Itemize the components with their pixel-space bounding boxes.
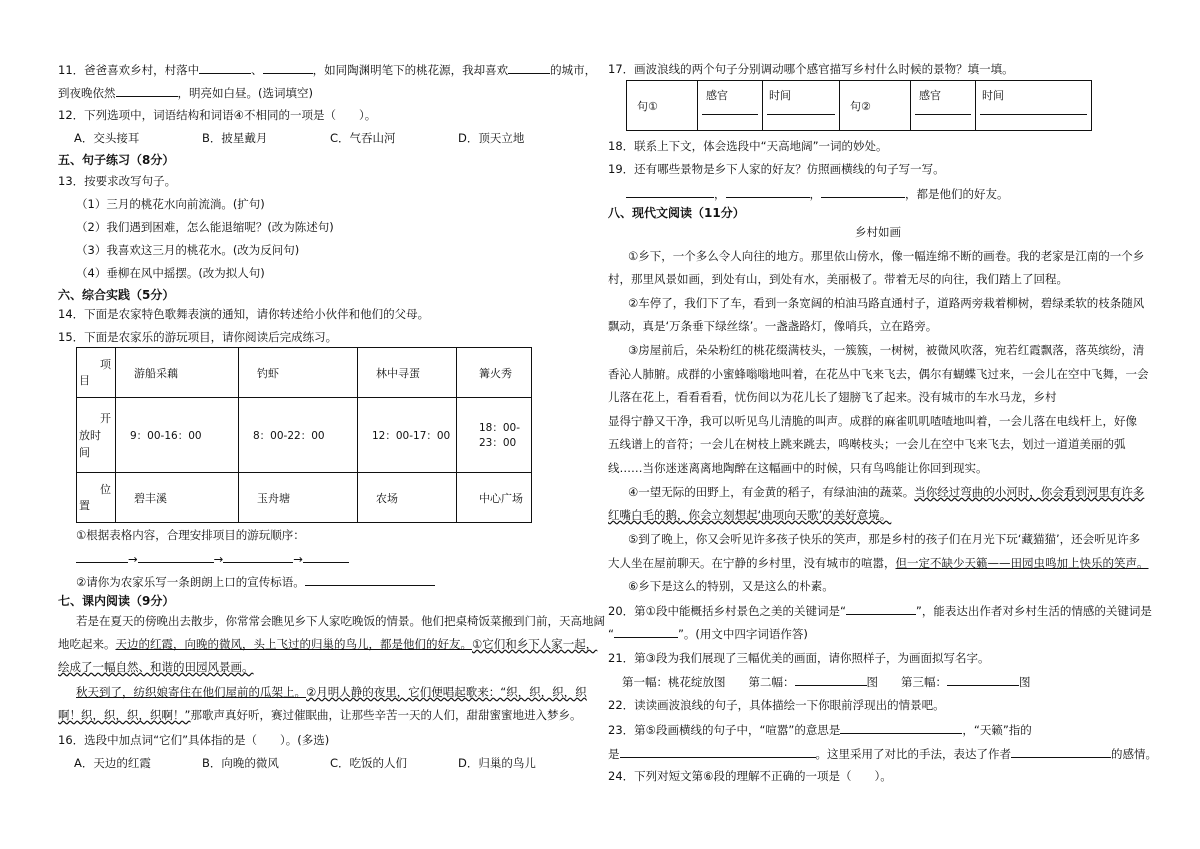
q23-text-4: 。这里采用了对比的手法，表达了作者 [815, 747, 1011, 761]
underlined-sentence: 但一定不缺少天籁——田园虫鸣加上快乐的笑声。 [895, 556, 1149, 570]
article-line: 村，那里风景如画，到处有山，到处有水，美丽极了。带着无尽的向往，我们踏上了回程。 [608, 272, 1068, 286]
table-cell: 8：00-22：00 [239, 398, 358, 473]
section-5-heading: 五、句子练习（8分） [58, 153, 175, 167]
q23-blank-3[interactable] [1011, 745, 1111, 758]
article-line: ③房屋前后，朵朵粉红的桃花缀满枝头，一簇簇，一树树，被微风吹落，宛若红霞飘落，落英缤纷，清 [628, 343, 1145, 357]
passage-line [58, 636, 597, 652]
article-line [608, 507, 891, 523]
passage-text: 那歌声真好听，赛过催眠曲，让那些辛苦一天的人们，甜甜蜜蜜地进入梦乡。 [190, 708, 582, 722]
q12-option-a[interactable]: A．交头接耳 [74, 131, 140, 145]
q17-table [626, 80, 1092, 131]
time-label: 时间 [769, 89, 791, 102]
sentence-1-label: 句① [627, 81, 698, 131]
q15-part-2-text: ②请你为农家乐写一条朗朗上口的宣传标语。 [76, 575, 305, 589]
table-row [77, 348, 532, 398]
question-13: 13．按要求改写句子。 [58, 174, 177, 188]
article-line: 香沁人肺腑。成群的小蜜蜂嗡嗡地叫着，在花丛中飞来飞去，偶尔有蝴蝶飞过来，一会儿在空中飞舞，一会 [608, 367, 1149, 381]
table-row [77, 398, 532, 473]
table-cell: 12：00-17：00 [358, 398, 457, 473]
q21-text-3: 图 [1019, 675, 1031, 689]
time-cell-1 [763, 81, 840, 131]
q13-item-3: （3）我喜欢这三月的桃花水。(改为反问句) [76, 243, 300, 257]
q20-text-3: “ [608, 627, 614, 641]
table-cell: 碧丰溪 [116, 473, 239, 523]
q11-blank-2[interactable] [263, 61, 313, 74]
order-blank-3[interactable] [223, 550, 293, 563]
order-blank-4[interactable] [303, 550, 349, 563]
q11-text-5: 到夜晚依然 [58, 86, 116, 100]
q13-item-2: （2）我们遇到困难，怎么能退缩呢？(改为陈述句) [76, 220, 334, 234]
q12-options [74, 130, 524, 146]
table-cell: 9：00-16：00 [116, 398, 239, 473]
header-item-char-2: 目 [79, 373, 90, 387]
q12-option-c[interactable]: C．气吞山河 [330, 131, 396, 145]
q13-item-4: （4）垂柳在风中摇摆。(改为拟人句) [76, 266, 265, 280]
q15-part-2 [76, 573, 435, 590]
time-cell-2 [976, 81, 1092, 131]
article-line: ⑥乡下是这么的特别，又是这么的朴素。 [628, 579, 834, 593]
q20-blank-2[interactable] [614, 625, 678, 638]
q11-blank-3[interactable] [508, 61, 550, 74]
article-line: ②车停了，我们下了车，看到一条宽阔的柏油马路直通村子，道路两旁栽着柳树，碧绿柔软的枝条随风 [628, 296, 1145, 310]
arrow-icon: → [213, 552, 224, 566]
wavy-sentence-2a: ②月明人静的夜里，它们便唱起歌来：“织，织，织，织 [306, 685, 587, 699]
q16-options [74, 755, 536, 771]
question-17: 17．画波浪线的两个句子分别调动哪个感官描写乡村什么时候的景物？填一填。 [608, 62, 1014, 76]
q11-text-3: ，如同陶渊明笔下的桃花源，我却喜欢 [312, 63, 509, 77]
question-24: 24．下列对短文第⑥段的理解不正确的一项是（ ）。 [608, 769, 892, 783]
q12-option-b[interactable]: B．披星戴月 [202, 131, 268, 145]
q12-option-d[interactable]: D．顶天立地 [458, 131, 525, 145]
time-label: 时间 [982, 89, 1004, 102]
article-line: 五线谱上的音符；一会儿在树枝上跳来跳去，鸣啭枝头；一会儿在空中飞来飞去，划过一道道美丽的弧 [608, 437, 1126, 451]
question-18: 18．联系上下文，体会选段中“天高地阔”一词的妙处。 [608, 139, 888, 153]
question-14: 14．下面是农家特色歌舞表演的通知，请你转述给小伙伴和他们的父母。 [58, 307, 430, 321]
question-15: 15．下面是农家乐的游玩项目，请你阅读后完成练习。 [58, 330, 338, 344]
q23-text-2: ，“天籁”指的 [962, 723, 1032, 737]
q15-order-line [76, 550, 349, 567]
q11-text-1: 11．爸爸喜欢乡村，村落中 [58, 63, 200, 77]
arrow-icon: → [293, 552, 303, 566]
table-cell: 游船采藕 [116, 348, 239, 398]
slogan-blank[interactable] [305, 573, 435, 586]
q13-item-1: （1）三月的桃花水向前流淌。(扩句) [76, 197, 265, 211]
table-row [77, 473, 532, 523]
section-8-heading: 八、现代文阅读（11分） [608, 206, 745, 220]
q20-text-2: ”，能表达出作者对乡村生活的情感的关键词是 [915, 604, 1152, 618]
q16-option-b[interactable]: B．向晚的微风 [202, 756, 279, 770]
farm-activities-table [76, 347, 532, 523]
question-23-line2 [608, 745, 1157, 762]
q21-blank-2[interactable] [947, 673, 1019, 686]
q20-text-4: ”。(用文中四字词语作答) [677, 627, 808, 641]
article-line: ⑤到了晚上，你又会听见许多孩子快乐的笑声，那是乡村的孩子们在月光下玩‘藏猫猫’，还会听见许多 [628, 532, 1141, 546]
q20-text-1: 20．第①段中能概括乡村景色之美的关键词是“ [608, 604, 846, 618]
wavy-sentence-b: 红嘴白毛的鹅，你会立刻想起‘曲项向天歌’的美好意境。 [608, 508, 892, 522]
q16-option-a[interactable]: A．天边的红霞 [74, 756, 151, 770]
sense-cell-2 [911, 81, 976, 131]
wavy-sentence-1a: ①它们和乡下人家一起， [472, 637, 598, 651]
table-header-time [77, 398, 116, 473]
header-time-char-1: 开 [100, 411, 111, 425]
q16-option-d[interactable]: D．归巢的鸟儿 [458, 756, 536, 770]
article-line: 显得宁静又干净，我可以听见鸟儿清脆的叫声。成群的麻雀叽叽喳喳地叫着，一会儿落在电线杆上，好像 [608, 414, 1137, 428]
article-line [608, 555, 1149, 571]
sense-blank-2[interactable] [915, 113, 971, 115]
q19-blank-2[interactable] [726, 185, 810, 198]
section-7-heading: 七、课内阅读（9分） [58, 594, 175, 608]
question-23 [608, 721, 1032, 738]
q21-text-2: 图 第三幅： [866, 675, 947, 689]
arrow-icon: → [128, 552, 138, 566]
table-cell: 农场 [358, 473, 457, 523]
q15-part-1: ①根据表格内容，合理安排项目的游玩顺序： [76, 528, 305, 542]
article-line: 飘动，真是‘万条垂下绿丝绦’。一盏盏路灯，像哨兵，立在路旁。 [608, 319, 938, 333]
wavy-sentence-2b: 啊！织，织，织，织啊！” [58, 708, 191, 722]
passage-line [58, 659, 254, 675]
question-20 [608, 602, 1152, 619]
order-blank-2[interactable] [138, 550, 214, 563]
q21-blank-1[interactable] [795, 673, 867, 686]
header-item-char-1: 项 [100, 357, 111, 371]
q16-option-c[interactable]: C．吃饭的人们 [330, 756, 408, 770]
q20-blank-1[interactable] [846, 602, 916, 615]
sentence-2-label: 句② [840, 81, 911, 131]
table-cell: 钓虾 [239, 348, 358, 398]
question-19: 19．还有哪些景物是乡下人家的好友？仿照画横线的句子写一写。 [608, 162, 945, 176]
table-cell: 18：00-23：00 [457, 398, 532, 473]
q23-text-3: 是 [608, 747, 620, 761]
article-line: ①乡下，一个多么令人向往的地方。那里依山傍水，像一幅连绵不断的画卷。我的老家是江南的一个乡 [628, 249, 1145, 263]
q19-blank-1[interactable] [626, 185, 714, 198]
table-cell: 篝火秀 [457, 348, 532, 398]
q23-text-1: 23．第⑤段画横线的句子中，“喧嚣”的意思是 [608, 723, 841, 737]
order-blank-1[interactable] [76, 550, 128, 563]
passage-line [58, 707, 581, 723]
q11-blank-1[interactable] [199, 61, 251, 74]
time-blank-1[interactable] [767, 113, 835, 115]
q21-answer-line [622, 673, 1031, 690]
table-cell: 林中寻蛋 [358, 348, 457, 398]
header-place-char-1: 位 [100, 482, 111, 496]
header-place-char-2: 置 [79, 498, 90, 512]
question-12: 12．下列选项中，词语结构和词语④不相同的一项是（ ）。 [58, 108, 377, 122]
q19-tail: ，都是他们的好友。 [905, 187, 1009, 201]
passage-line: 若是在夏天的傍晚出去散步，你常常会瞧见乡下人家吃晚饭的情景。他们把桌椅饭菜搬到门前，天高地阔 [76, 614, 605, 628]
q19-blank-3[interactable] [821, 185, 905, 198]
table-header-item [77, 348, 116, 398]
table-header-place [77, 473, 116, 523]
article-text: ④一望无际的田野上，有金黄的稻子，有绿油油的蔬菜。 [628, 485, 915, 499]
q23-text-5: 的感情。 [1111, 747, 1157, 761]
sense-cell-1 [698, 81, 763, 131]
header-time-char-2: 放时 [79, 428, 101, 442]
q23-blank-2[interactable] [620, 745, 816, 758]
q11-text-6: ，明亮如白昼。(选词填空) [177, 86, 313, 100]
table-cell: 中心广场 [457, 473, 532, 523]
passage-line [76, 684, 587, 700]
article-line: 线……当你迷迷离离地陶醉在这幅画中的时候，只有鸟鸣能让你回到现实。 [608, 461, 988, 475]
question-16: 16．选段中加点词“它们”具体指的是（ ）。(多选) [58, 733, 330, 747]
question-11-line2 [58, 84, 313, 101]
underlined-sentence-2: 秋天到了，纺织娘寄住在他们屋前的瓜架上。 [76, 685, 306, 699]
wavy-sentence-a: 当你经过弯曲的小河时，你会看到河里有许多 [914, 485, 1145, 499]
article-line [628, 484, 1144, 500]
question-22: 22．读读画波浪线的句子，具体描绘一下你眼前浮现出的情景吧。 [608, 698, 945, 712]
article-text: 大人坐在屋前聊天。在宁静的乡村里，没有城市的喧嚣， [608, 556, 896, 570]
underlined-sentence: 天边的红霞，向晚的微风，头上飞过的归巢的鸟儿，都是他们的好友。 [115, 637, 472, 651]
table-cell: 玉舟塘 [239, 473, 358, 523]
q19-answer-line [626, 185, 1009, 202]
q21-text-1: 第一幅：桃花绽放图 第二幅： [622, 675, 795, 689]
time-blank-2[interactable] [980, 113, 1087, 115]
question-20-line2 [608, 625, 808, 642]
question-21: 21．第③段为我们展现了三幅优美的画面，请你照样子，为画面拟写名字。 [608, 651, 990, 665]
article-title: 乡村如画 [855, 225, 901, 239]
q11-text-2: 、 [251, 63, 263, 77]
q11-text-4: 的城市， [550, 63, 597, 77]
q11-blank-4[interactable] [116, 84, 178, 97]
comma: ， [714, 187, 726, 201]
sense-blank-1[interactable] [702, 113, 758, 115]
question-11 [58, 61, 596, 78]
q23-blank-1[interactable] [840, 721, 962, 734]
comma: ， [809, 187, 821, 201]
wavy-sentence-1b: 绘成了一幅自然、和谐的田园风景画。 [58, 660, 254, 674]
header-time-char-3: 间 [79, 445, 90, 459]
article-line: 儿落在花上，看看看看，忧伤间以为花儿长了翅膀飞了起来。没有城市的车水马龙，乡村 [608, 390, 1057, 404]
passage-text: 地吃起来。 [58, 637, 116, 651]
sense-label: 感官 [919, 89, 941, 102]
section-6-heading: 六、综合实践（5分） [58, 288, 175, 302]
sense-label: 感官 [706, 89, 728, 102]
table-row [627, 81, 1092, 131]
